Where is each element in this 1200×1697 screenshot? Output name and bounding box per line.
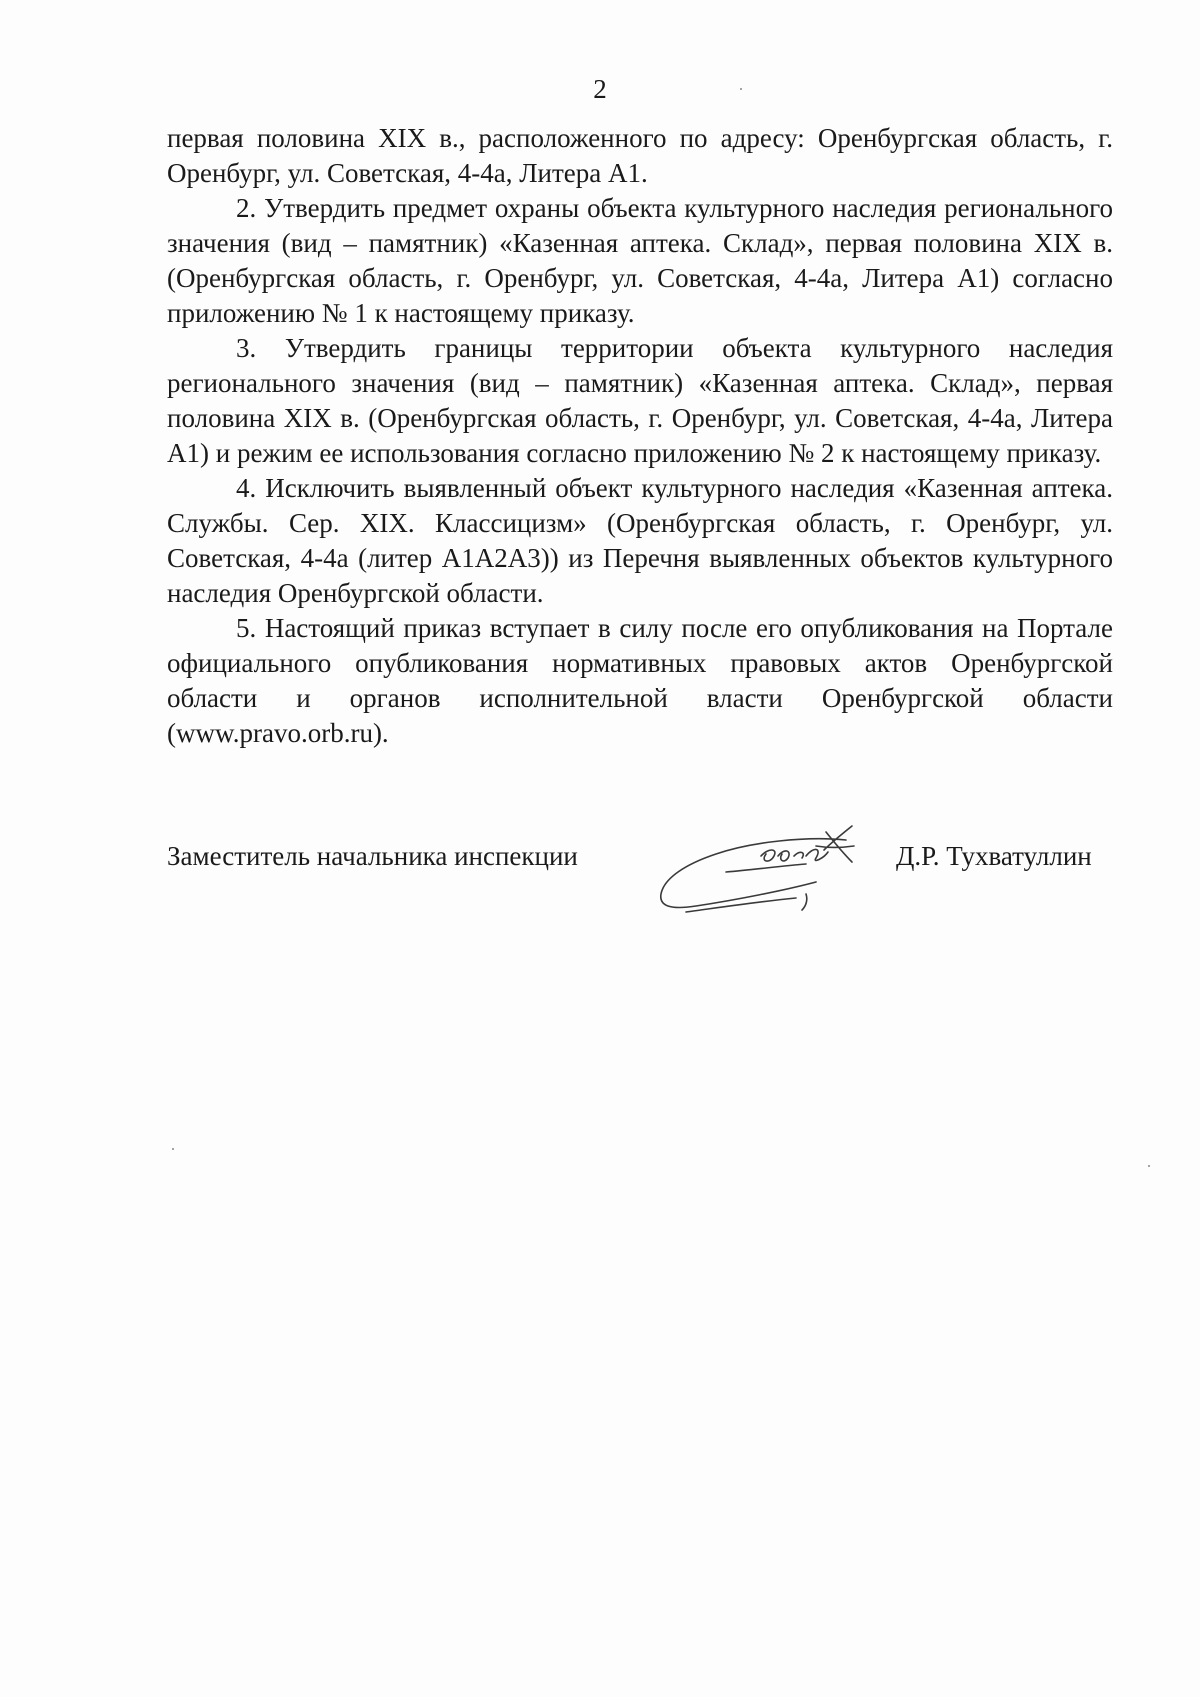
scan-speck xyxy=(740,88,742,90)
page-number: 2 xyxy=(593,74,607,104)
paragraph-2: 2. Утвердить предмет охраны объекта культурного наследия регионального значения (вид – памятник) «Казенная аптека. Склад», первая половина XIX в. (Оренбургская область, г. Оренбург, ул. Советская, 4-4а, Литера А1) согласно приложению № 1 к настоящему приказу. xyxy=(167,193,1113,328)
signatory-name: Д.Р. Тухватуллин xyxy=(896,841,1092,871)
scan-speck xyxy=(1148,1165,1150,1167)
paragraph-3: 3. Утвердить границы территории объекта культурного наследия регионального значения (вид – памятник) «Казенная аптека. Склад», первая половина XIX в. (Оренбургская область, г. Оренбург, ул. Советская, 4-4а, Литера А1) и режим ее использования согласно приложению № 2 к настоящему приказу. xyxy=(167,333,1113,468)
signature-block xyxy=(167,838,1113,898)
scan-speck xyxy=(172,1148,174,1150)
document-body xyxy=(167,121,1113,751)
paragraph-4: 4. Исключить выявленный объект культурного наследия «Казенная аптека. Службы. Сер. XIX. Классицизм» (Оренбургская область, г. Оренбург, ул. Советская, 4-4а (литер А1А2А3)) из Перечня выявленных объектов культурного наследия Оренбургской области. xyxy=(167,473,1113,608)
paragraph-5: 5. Настоящий приказ вступает в силу после его опубликования на Портале официального опубликования нормативных правовых актов Оренбургской области и органов исполнительной власти Оренбургской области (www.pravo.orb.ru). xyxy=(167,613,1113,748)
paragraph-1-continuation: первая половина XIX в., расположенного по адресу: Оренбургская область, г. Оренбург, ул. Советская, 4-4а, Литера А1. xyxy=(167,123,1113,188)
signatory-position: Заместитель начальника инспекции xyxy=(167,841,578,871)
